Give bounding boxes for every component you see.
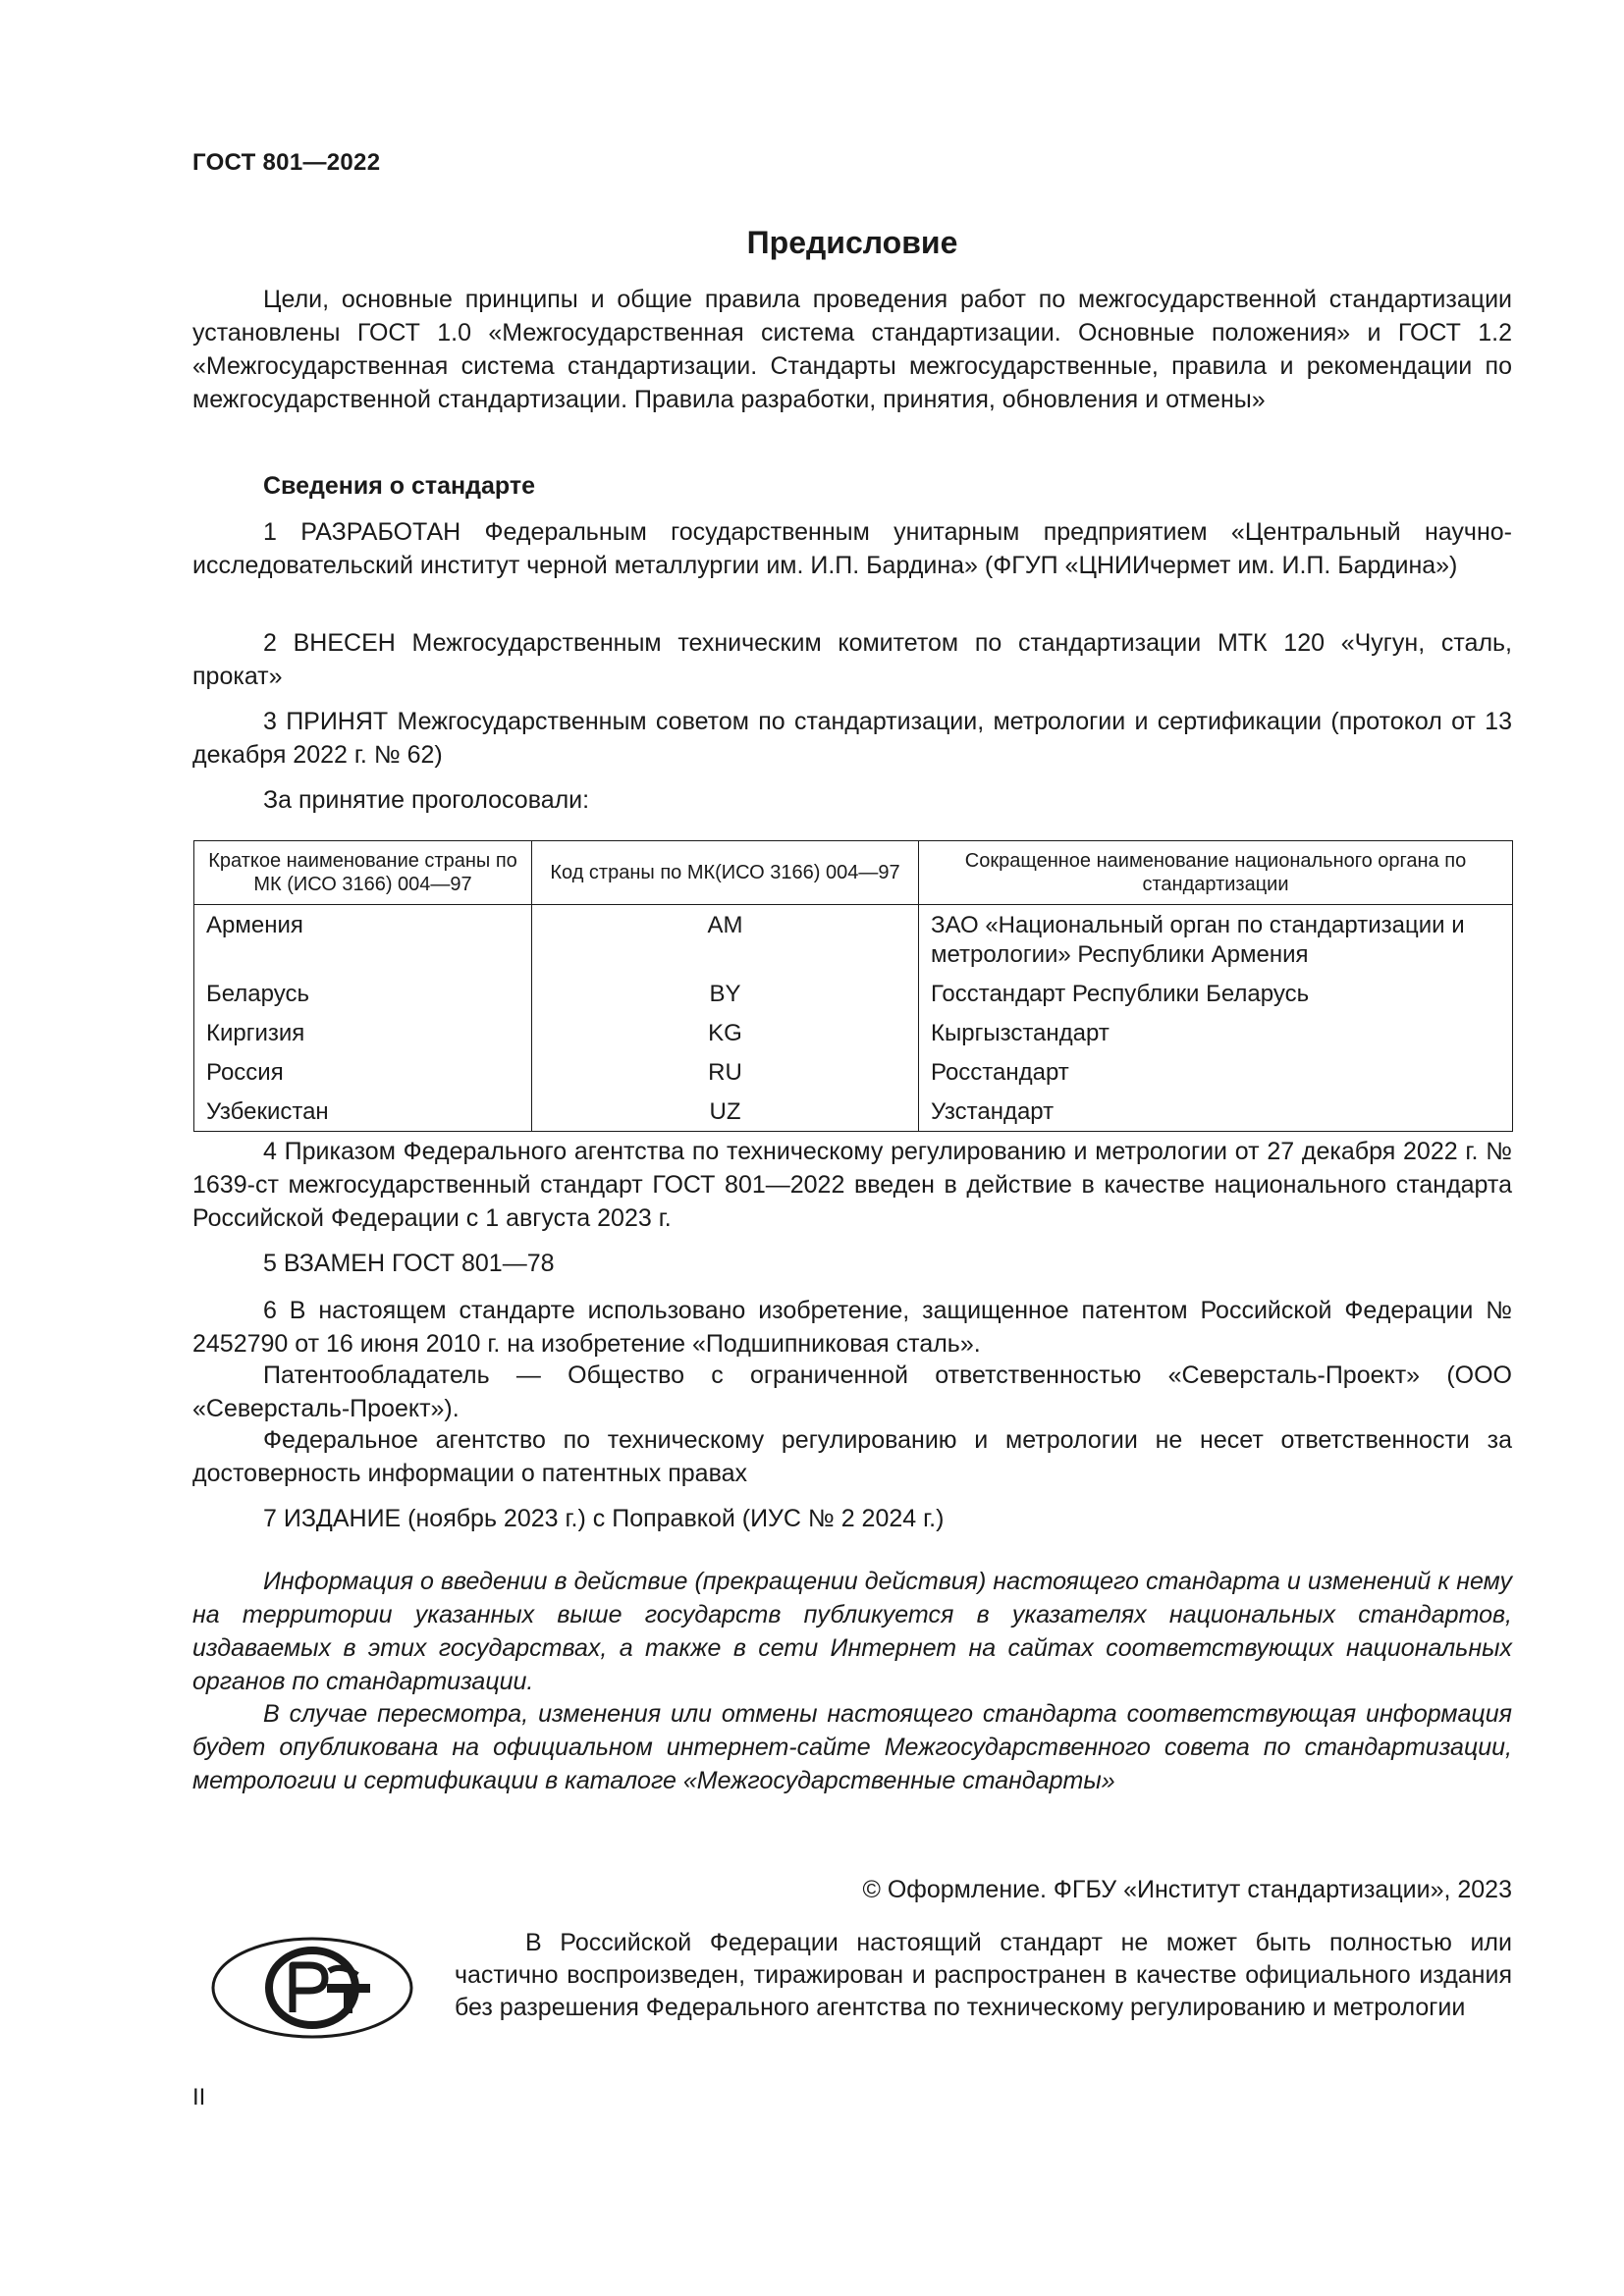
page-title: Предисловие [746, 225, 958, 260]
body-cell: Узстандарт [919, 1092, 1513, 1132]
code-cell: AM [532, 905, 919, 975]
item-1-developed: 1 РАЗРАБОТАН Федеральным государственным унитарным предприятием «Центральный научно-исследовательский институт черной металлургии им. И.П. Бардина» (ФГУП «ЦНИИчермет им. И.П. Бардина») [192, 518, 1512, 579]
item-3-adopted: 3 ПРИНЯТ Межгосударственным советом по стандартизации, метрологии и сертификации (протокол от 13 декабря 2022 г. № 62) [192, 708, 1512, 769]
item-7-edition: 7 ИЗДАНИЕ (ноябрь 2023 г.) с Поправкой (ИУС № 2 2024 г.) [263, 1505, 945, 1532]
country-cell: Армения [194, 905, 532, 975]
body-cell: Росстандарт [919, 1052, 1513, 1092]
column-header-body: Сокращенное наименование национального органа по стандартизации [919, 841, 1513, 905]
body-cell: Кыргызстандарт [919, 1013, 1513, 1052]
country-cell: Беларусь [194, 974, 532, 1013]
table-header-row [194, 841, 1513, 905]
section-heading: Сведения о стандарте [263, 472, 536, 500]
code-cell: UZ [532, 1092, 919, 1132]
table-row [194, 1052, 1513, 1092]
document-code: ГОСТ 801—2022 [192, 149, 381, 176]
table-row [194, 905, 1513, 975]
patent-note: Федеральное агентство по техническому регулированию и метрологии не несет ответственности за достоверность информации о патентных правах [192, 1426, 1512, 1487]
item-6-patent: 6 В настоящем стандарте использовано изобретение, защищенное патентом Российской Федерации № 2452790 от 16 июня 2010 г. на изобретение «Подшипниковая сталь». [192, 1297, 1512, 1358]
table-row [194, 974, 1513, 1013]
item-2-submitted: 2 ВНЕСЕН Межгосударственным техническим комитетом по стандартизации МТК 120 «Чугун, сталь, прокат» [192, 629, 1512, 690]
page-number: II [192, 2084, 206, 2110]
intro-paragraph: Цели, основные принципы и общие правила проведения работ по межгосударственной стандартизации установлены ГОСТ 1.0 «Межгосударственная система стандартизации. Основные положения» и ГОСТ 1.2 «Межгосударственная система стандартизации. Стандарты межгосударственные, правила и рекомендации по межгосударственной стандартизации. Правила разработки, принятия, обновления и отмены» [192, 286, 1512, 413]
country-cell: Узбекистан [194, 1092, 532, 1132]
code-cell: KG [532, 1013, 919, 1052]
code-cell: BY [532, 974, 919, 1013]
rights-notice: В Российской Федерации настоящий стандарт не может быть полностью или частично воспроизведен, тиражирован и распространен в качестве официального издания без разрешения Федерального агентства по техническому регулированию и метрологии [455, 1929, 1512, 2021]
info-paragraph-2: В случае пересмотра, изменения или отмены настоящего стандарта соответствующая информация будет опубликована на официальном интернет-сайте Межгосударственного совета по стандартизации, метрологии и сертификации в каталоге «Межгосударственные стандарты» [192, 1700, 1512, 1794]
copyright-line: © Оформление. ФГБУ «Институт стандартизации», 2023 [862, 1876, 1512, 1903]
column-header-country: Краткое наименование страны по МК (ИСО 3166) 004—97 [194, 841, 532, 905]
country-cell: Киргизия [194, 1013, 532, 1052]
item-5-replaces: 5 ВЗАМЕН ГОСТ 801—78 [263, 1250, 555, 1277]
body-cell: Госстандарт Республики Беларусь [919, 974, 1513, 1013]
info-paragraph-1: Информация о введении в действие (прекращении действия) настоящего стандарта и изменений к нему на территории указанных выше государств публикуется в указателях национальных стандартов, издаваемых в этих государствах, а также в сети Интернет на сайтах соответствующих национальных органов по стандартизации. [192, 1568, 1512, 1695]
body-cell: ЗАО «Национальный орган по стандартизации и метрологии» Республики Армения [919, 905, 1513, 975]
vote-table [193, 840, 1513, 1132]
table-row [194, 1013, 1513, 1052]
country-cell: Россия [194, 1052, 532, 1092]
code-cell: RU [532, 1052, 919, 1092]
column-header-code: Код страны по МК(ИСО 3166) 004—97 [532, 841, 919, 905]
rst-logo-icon [210, 1936, 414, 2040]
patent-holder: Патентообладатель — Общество с ограниченной ответственностью «Северсталь-Проект» (ООО «Северсталь-Проект»). [192, 1362, 1512, 1422]
item-4-enacted: 4 Приказом Федерального агентства по техническому регулированию и метрологии от 27 декабря 2022 г. № 1639-ст межгосударственный стандарт ГОСТ 801—2022 введен в действие в качестве национального стандарта Российской Федерации с 1 августа 2023 г. [192, 1138, 1512, 1232]
vote-intro: За принятие проголосовали: [263, 786, 590, 814]
table-row [194, 1092, 1513, 1132]
